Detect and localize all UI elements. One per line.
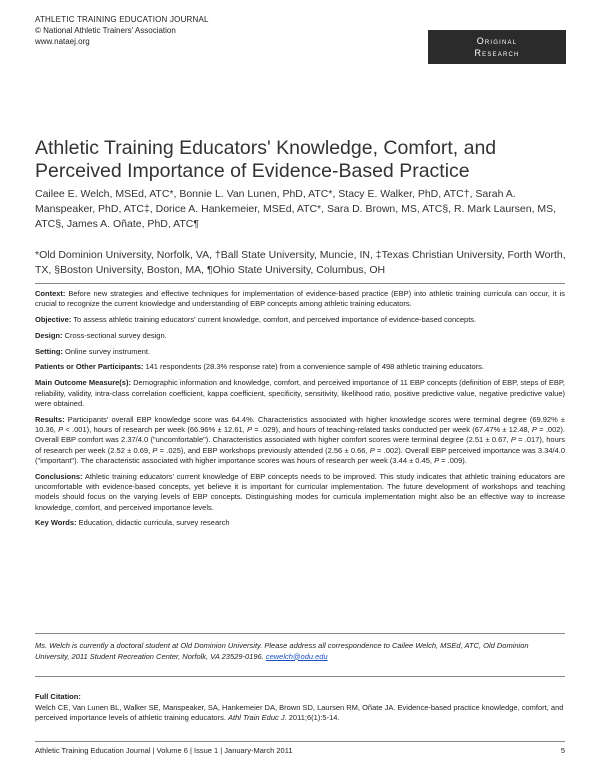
section-label: Results: (35, 414, 65, 424)
correspondence-note (35, 641, 565, 662)
section-text: Before new strategies and effective techniques for implementation of evidence-based practice (EBP) into athletic training curricula can occur, it is crucial to recognize the current knowledge and understanding of EBP concepts among athletic training educators. (35, 289, 565, 309)
p-symbol: P (434, 455, 440, 465)
abstract-objective (35, 315, 565, 325)
section-text: = .002). Overall EBP comfort was 2.37/4.0 ("uncomfortable"). Characteristics associated with higher comfort scores were terminal degree (2.51 ± 0.67, (35, 424, 565, 445)
divider (35, 283, 565, 284)
section-label: Objective: (35, 315, 72, 325)
p-symbol: P (58, 424, 64, 434)
divider (35, 741, 565, 742)
abstract (35, 289, 565, 534)
p-symbol: P (152, 445, 158, 455)
badge-line-2: Research (474, 48, 520, 58)
section-label: Patients or Other Participants: (35, 362, 144, 372)
journal-header (35, 14, 209, 47)
section-text: Demographic information and knowledge, comfort, and perceived importance of 11 EBP concepts (definition of EBP, steps of EBP, reliability, validity, intra-class correlation coefficient, kappa coefficient, specificity, sensitivity, likelihood ratio, positive predictive value, negative predictive value) were obtained. (35, 378, 565, 408)
footer-journal-info: Athletic Training Education Journal | Volume 6 | Issue 1 | January-March 2011 (35, 746, 293, 755)
p-symbol: P (247, 424, 253, 434)
badge-line-1: Original (476, 36, 518, 46)
journal-name: ATHLETIC TRAINING EDUCATION JOURNAL (35, 15, 209, 24)
section-text: = .009). (439, 455, 467, 465)
abstract-keywords (35, 518, 565, 528)
abstract-design (35, 331, 565, 341)
article-type-badge (428, 30, 566, 64)
section-label: Context: (35, 289, 66, 298)
section-label: Conclusions: (35, 471, 83, 481)
section-text: To assess athletic training educators' current knowledge, comfort, and perceived importance of evidence-based concepts. (73, 315, 477, 325)
citation-journal: Athl Train Educ J (228, 713, 285, 722)
journal-website: www.nataej.org (35, 37, 90, 46)
citation-label: Full Citation: (35, 692, 81, 701)
section-text: = .017), hours of research per week (2.52 ± 0.69, (35, 435, 565, 455)
p-symbol: P (510, 435, 516, 445)
section-text: Education, didactic curricula, survey research (78, 518, 230, 528)
page-number: 5 (560, 746, 565, 755)
divider (35, 676, 565, 677)
citation-text: Welch CE, Van Lunen BL, Walker SE, Manspeaker, SA, Hankemeier DA, Brown SD, Laursen RM, Oñate JA. Evidence-based practice knowledge, comfort, and perceived importance levels of athletic training educators. (35, 702, 564, 722)
section-text: < .001), hours of research per week (66.96% ± 12.61, (63, 424, 248, 434)
page-footer (35, 746, 565, 755)
citation-tail: . 2011;6(1):5-14. (284, 713, 340, 722)
article-title: Athletic Training Educators' Knowledge, Comfort, and Perceived Importance of Evidence-Based Practice (35, 137, 497, 182)
section-text: Cross-sectional survey design. (64, 330, 167, 340)
author-list: Cailee E. Welch, MSEd, ATC*, Bonnie L. Van Lunen, PhD, ATC*, Stacy E. Walker, PhD, ATC†, Sarah A. Manspeaker, PhD, ATC‡, Dorice A. Hankemeier, MSEd, ATC*, Sara D. Brown, MS, ATC§, R. Mark Laursen, MS, ATC§, James A. Oñate, PhD, ATC¶ (35, 188, 557, 230)
section-text: 141 respondents (28.3% response rate) from a convenience sample of 498 athletic training educators. (145, 362, 484, 372)
abstract-results (35, 415, 565, 466)
note-text: Ms. Welch is currently a doctoral student at Old Dominion University. Please address all correspondence to Cailee Welch, MSEd, ATC, Old Dominion University, 2011 Student Recreation Center, Norfolk, VA 23529-0196. (35, 641, 529, 661)
abstract-context (35, 289, 565, 310)
abstract-measures (35, 378, 565, 409)
abstract-participants (35, 362, 565, 372)
divider (35, 633, 565, 634)
copyright-line: © National Athletic Trainers' Association (35, 26, 176, 35)
section-text: = .029), and hours of teaching-related tasks conducted per week (67.47% ± 12.48, (252, 424, 532, 434)
p-symbol: P (369, 445, 375, 455)
abstract-conclusions (35, 472, 565, 513)
section-text: Athletic training educators' current knowledge of EBP concepts needs to be improved. This study indicates that athletic training educators are uncomfortable with evidence-based concepts, yet believe it is important for curricular implementation. The future development of workshops and teaching models should focus on the varying levels of EBP concepts. Distinguishing modes for curricula implementation might also be an effective way to increase knowledge, comfort, and perceived importance levels. (35, 471, 565, 512)
abstract-setting (35, 347, 565, 357)
section-label: Design: (35, 330, 63, 340)
section-label: Main Outcome Measure(s): (35, 378, 131, 388)
p-symbol: P (531, 424, 537, 434)
section-label: Setting: (35, 346, 63, 356)
section-label: Key Words: (35, 518, 77, 528)
email-link[interactable]: cewelch@odu.edu (265, 651, 328, 661)
affiliations: *Old Dominion University, Norfolk, VA, †Ball State University, Muncie, IN, ‡Texas Christian University, Forth Worth, TX, §Boston University, Boston, MA, ¶Ohio State University, Columbus, OH (35, 249, 566, 276)
full-citation (35, 692, 565, 724)
section-text: = .002). Overall EBP perceived importance was 3.34/4.0 ("important"). The characteristic associated with higher importance scores was hours of research per week (3.44 ± 0.45, (35, 445, 565, 465)
section-text: Participants' overall EBP knowledge score was 64.4%. Characteristics associated with higher knowledge scores were terminal degree (69.92% ± 10.36, (35, 414, 565, 434)
section-text: Online survey instrument. (65, 346, 151, 356)
section-text: = .025), and EBP workshops previously attended (2.56 ± 0.66, (157, 445, 370, 455)
